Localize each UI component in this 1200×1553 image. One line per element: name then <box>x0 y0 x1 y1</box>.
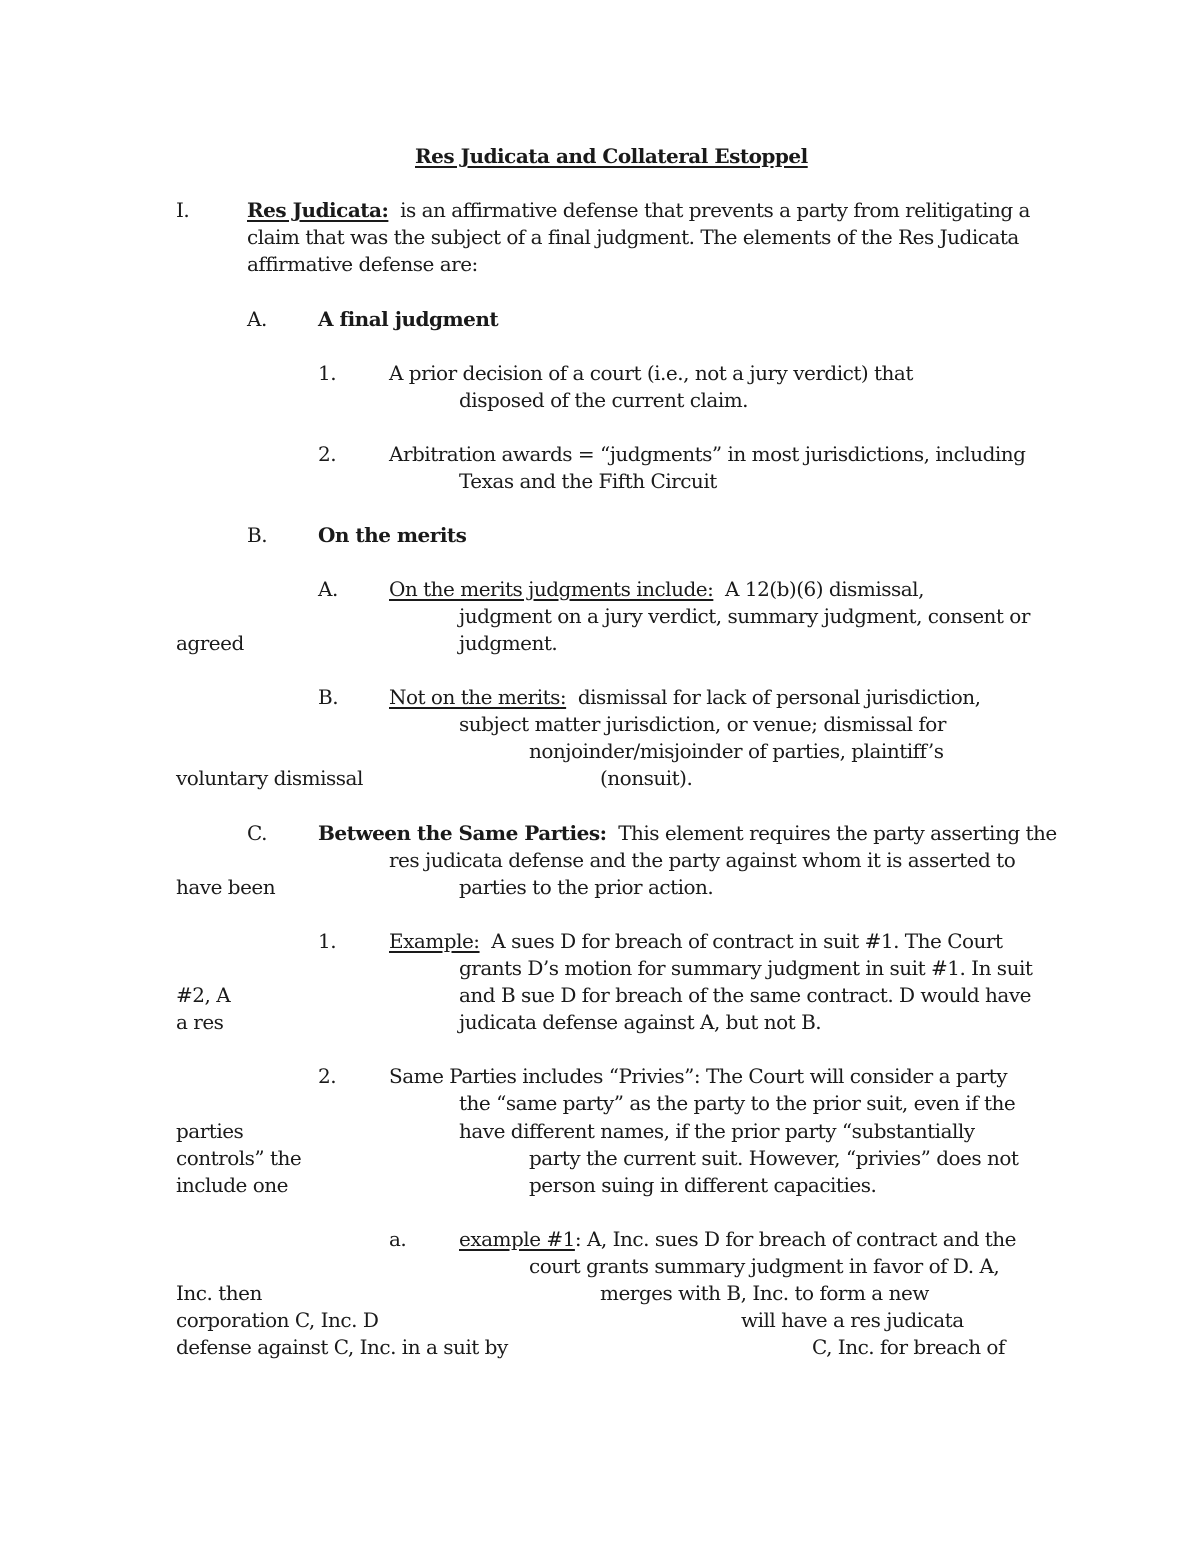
c-item-a-left-5: defense against C, Inc. in a suit by <box>176 1335 508 1359</box>
c-item-a-left-4: corporation C, Inc. D <box>176 1308 379 1332</box>
b-sub-a-marker: A. <box>318 577 338 601</box>
b-sub-b-marker: B. <box>318 685 339 709</box>
document-title: Res Judicata and Collateral Estoppel <box>415 144 808 168</box>
c-item-a-marker: a. <box>389 1227 407 1251</box>
c-line-2: res judicata defense and the party against whom it is asserted to <box>389 848 1016 872</box>
b-sub-b-term: Not on the merits: <box>389 685 567 709</box>
c-item-a-line-1 <box>459 1226 1016 1253</box>
c-item-1-left-4: a res <box>176 1010 224 1034</box>
b-sub-b-line-4: (nonsuit). <box>600 766 693 790</box>
c-item-1-line-1 <box>389 928 1003 955</box>
b-sub-b-text-1: dismissal for lack of personal jurisdiction, <box>577 685 981 709</box>
c-text-1: This element requires the party asserting the <box>618 821 1057 845</box>
c-item-a-line-3: merges with B, Inc. to form a new <box>600 1281 929 1305</box>
c-item-2-line-1: Same Parties includes “Privies”: The Court will consider a party <box>389 1064 1007 1088</box>
c-item-1-term: Example: <box>389 929 480 953</box>
c-item-a-line-4: will have a res judicata <box>741 1308 964 1332</box>
b-sub-b-line-3: nonjoinder/misjoinder of parties, plaintiff’s <box>529 739 944 763</box>
b-sub-a-text-1: A 12(b)(6) dismissal, <box>725 577 924 601</box>
a-item-1-line-2: disposed of the current claim. <box>459 388 749 412</box>
b-sub-a-left-3: agreed <box>176 631 244 655</box>
c-item-1-line-3: and B sue D for breach of the same contract. D would have <box>459 983 1031 1007</box>
section-i-line-1 <box>247 197 1030 224</box>
c-item-1-marker: 1. <box>318 929 337 953</box>
a-item-1-line-1: A prior decision of a court (i.e., not a jury verdict) that <box>389 361 913 385</box>
b-sub-b-line-2: subject matter jurisdiction, or venue; dismissal for <box>459 712 946 736</box>
c-item-1-line-2: grants D’s motion for summary judgment in suit #1. In suit <box>459 956 1033 980</box>
c-item-a-left-3: Inc. then <box>176 1281 262 1305</box>
c-item-a-text-1: : A, Inc. sues D for breach of contract and the <box>574 1227 1017 1251</box>
a-item-2-marker: 2. <box>318 442 337 466</box>
c-item-a-term: example #1 <box>459 1227 575 1251</box>
a-item-2-line-1: Arbitration awards = “judgments” in most jurisdictions, including <box>389 442 1026 466</box>
section-i-marker: I. <box>176 198 190 222</box>
c-item-2-marker: 2. <box>318 1064 337 1088</box>
c-line-1 <box>318 820 1057 847</box>
heading-b-marker: B. <box>247 523 268 547</box>
b-sub-a-line-1 <box>389 576 924 603</box>
c-item-1-line-4: judicata defense against A, but not B. <box>459 1010 822 1034</box>
c-item-a-line-5: C, Inc. for breach of <box>812 1335 1005 1359</box>
c-item-2-left-4: controls” the <box>176 1146 302 1170</box>
heading-c-title: Between the Same Parties: <box>318 821 607 845</box>
c-item-2-line-3: have different names, if the prior party “substantially <box>459 1119 975 1143</box>
c-left-3: have been <box>176 875 276 899</box>
c-item-2-line-4: party the current suit. However, “privies” does not <box>529 1146 1019 1170</box>
c-item-2-left-3: parties <box>176 1119 244 1143</box>
b-sub-b-left-4: voluntary dismissal <box>176 766 363 790</box>
b-sub-b-line-1 <box>389 684 981 711</box>
section-i-line-2: claim that was the subject of a final judgment. The elements of the Res Judicata <box>247 225 1019 249</box>
c-item-2-left-5: include one <box>176 1173 289 1197</box>
section-i-term: Res Judicata: <box>247 198 389 222</box>
b-sub-a-term: On the merits judgments include: <box>389 577 714 601</box>
a-item-2-line-2: Texas and the Fifth Circuit <box>459 469 717 493</box>
section-i-text-1: is an affirmative defense that prevents a party from relitigating a <box>400 198 1030 222</box>
b-sub-a-line-2: judgment on a jury verdict, summary judgment, consent or <box>459 604 1030 628</box>
heading-a-title: A final judgment <box>318 307 499 331</box>
a-item-1-marker: 1. <box>318 361 337 385</box>
section-i-line-3: affirmative defense are: <box>247 252 478 276</box>
b-sub-a-line-3: judgment. <box>459 631 558 655</box>
c-item-a-line-2: court grants summary judgment in favor of D. A, <box>529 1254 1000 1278</box>
heading-a-marker: A. <box>247 307 267 331</box>
c-item-1-text-1: A sues D for breach of contract in suit #1. The Court <box>491 929 1003 953</box>
heading-b-title: On the merits <box>318 523 467 547</box>
c-item-1-left-3: #2, A <box>176 983 231 1007</box>
c-line-3: parties to the prior action. <box>459 875 714 899</box>
c-item-2-line-2: the “same party” as the party to the prior suit, even if the <box>459 1091 1016 1115</box>
c-item-2-line-5: person suing in different capacities. <box>529 1173 877 1197</box>
heading-c-marker: C. <box>247 821 267 845</box>
